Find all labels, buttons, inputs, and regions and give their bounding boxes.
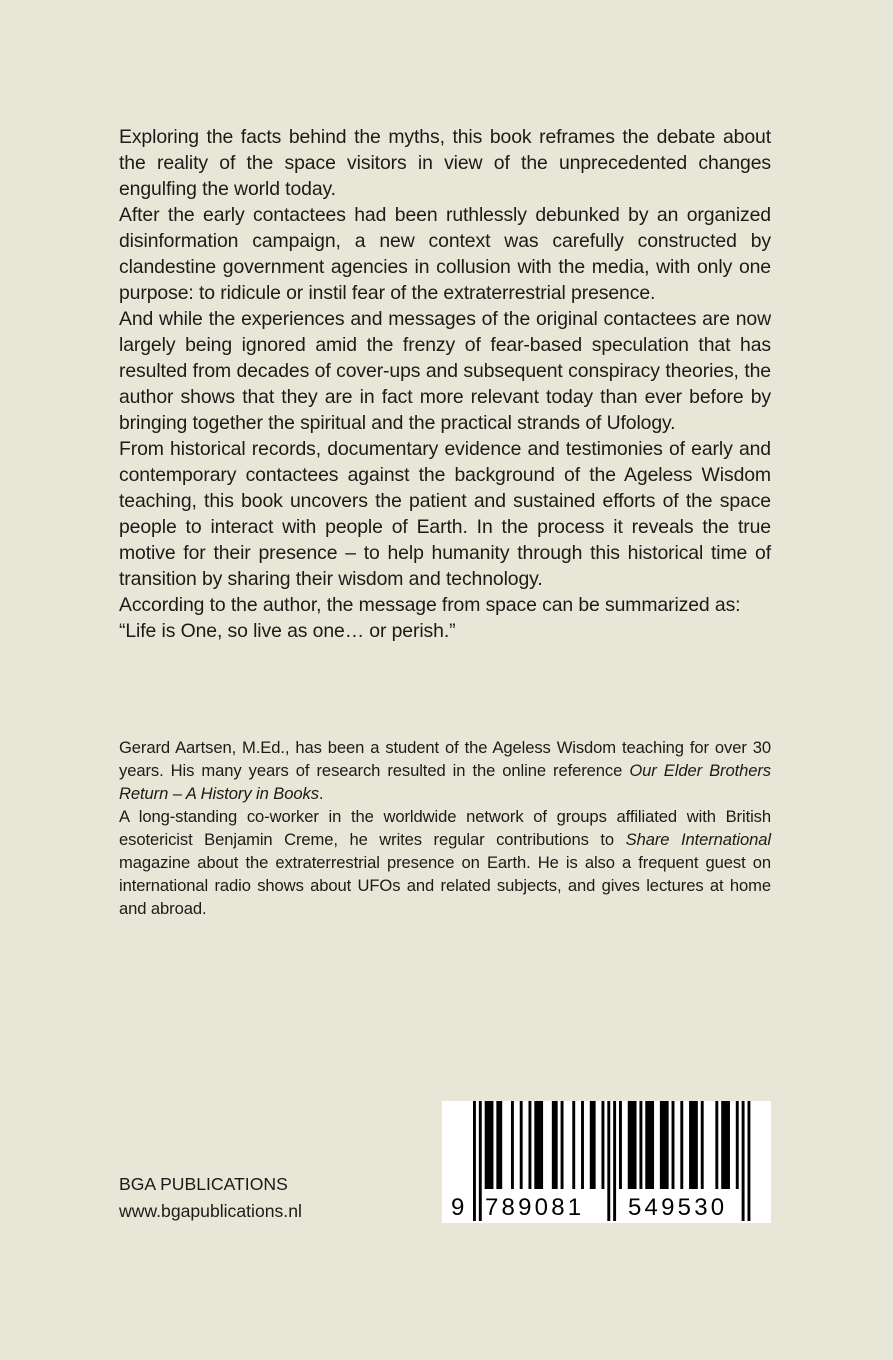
barcode-bar: [511, 1101, 514, 1189]
barcode-guard-bar: [747, 1101, 750, 1221]
barcode-bar: [520, 1101, 523, 1189]
barcode-bar: [590, 1101, 596, 1189]
barcode-first-digit: 9: [451, 1194, 468, 1221]
barcode-bar: [619, 1101, 622, 1189]
bio-text: Gerard Aartsen, M.Ed., has been a student of the Ageless Wisdom teaching for over 30 years. His many years of research resulted in the online reference: [119, 738, 771, 780]
barcode-guard-bar: [479, 1101, 482, 1221]
barcode-bar: [680, 1101, 683, 1189]
blurb-paragraph: After the early contactees had been ruthlessly debunked by an organized disinformation campaign, a new context was carefully constructed by clandestine government agencies in collusion with the media, with only one purpose: to ridicule or instil fear of the extraterrestrial presence.: [119, 204, 771, 304]
barcode-guard-bar: [742, 1101, 745, 1221]
barcode-bar: [601, 1101, 604, 1189]
barcode-guard-bar: [473, 1101, 476, 1221]
barcode-bar: [572, 1101, 575, 1189]
blurb-paragraph: According to the author, the message from space can be summarized as:: [119, 594, 741, 616]
bio-text: .: [318, 784, 324, 803]
barcode-guard-bar: [613, 1101, 616, 1221]
barcode-bar: [552, 1101, 558, 1189]
barcode-right-digits: 549530: [628, 1194, 728, 1221]
blurb-quote: “Life is One, so live as one… or perish.”: [119, 620, 456, 642]
barcode-bar: [628, 1101, 637, 1189]
barcode-bar: [496, 1101, 502, 1189]
barcode-bar: [561, 1101, 564, 1189]
book-title: Our Elder Brothers Return – A History in Books: [119, 761, 771, 803]
barcode-bar: [660, 1101, 669, 1189]
publisher-name: BGA PUBLICATIONS: [119, 1174, 288, 1194]
publisher-info: [119, 1171, 302, 1225]
bio-paragraph: [119, 736, 771, 805]
barcode-bar: [645, 1101, 654, 1189]
barcode-bar: [485, 1101, 494, 1189]
barcode-bar: [581, 1101, 584, 1189]
barcode-bar: [528, 1101, 531, 1189]
blurb-paragraph: And while the experiences and messages of the original contactees are now largely being ignored amid the frenzy of fear-based speculation that has resulted from decades of cover-ups and subsequent conspiracy theories, the author shows that they are in fact more relevant today than ever before by bringing together the spiritual and the practical strands of Ufology.: [119, 308, 771, 434]
barcode-bar: [639, 1101, 642, 1189]
barcode-bar: [721, 1101, 730, 1189]
barcode-bar: [715, 1101, 718, 1189]
blurb-text: [119, 124, 771, 644]
barcode-bar: [701, 1101, 704, 1189]
publisher-website: www.bgapublications.nl: [119, 1201, 302, 1221]
blurb-paragraph: From historical records, documentary evidence and testimonies of early and contemporary contactees against the background of the Ageless Wisdom teaching, this book uncovers the patient and sustained efforts of the space people to interact with people of Earth. In the process it reveals the true motive for their presence – to help humanity through this historical time of transition by sharing their wisdom and technology.: [119, 438, 771, 590]
bio-paragraph: [119, 805, 771, 920]
barcode-guard-bar: [607, 1101, 610, 1221]
barcode-bar: [672, 1101, 675, 1189]
barcode-bar: [736, 1101, 739, 1189]
barcode-bar: [534, 1101, 543, 1189]
isbn-barcode: [442, 1101, 771, 1223]
blurb-paragraph: Exploring the facts behind the myths, this book reframes the debate about the reality of the space visitors in view of the unprecedented changes engulfing the world today.: [119, 126, 771, 200]
bio-text: A long-standing co-worker in the worldwide network of groups affiliated with British esotericist Benjamin Creme, he writes regular contributions to: [119, 807, 771, 849]
barcode-bar: [689, 1101, 698, 1189]
author-bio: [119, 736, 771, 920]
magazine-title: Share International: [625, 830, 771, 849]
barcode-left-digits: 789081: [485, 1194, 585, 1221]
bio-text: magazine about the extraterrestrial presence on Earth. He is also a frequent guest on international radio shows about UFOs and related subjects, and gives lectures at home and abroad.: [119, 853, 771, 918]
